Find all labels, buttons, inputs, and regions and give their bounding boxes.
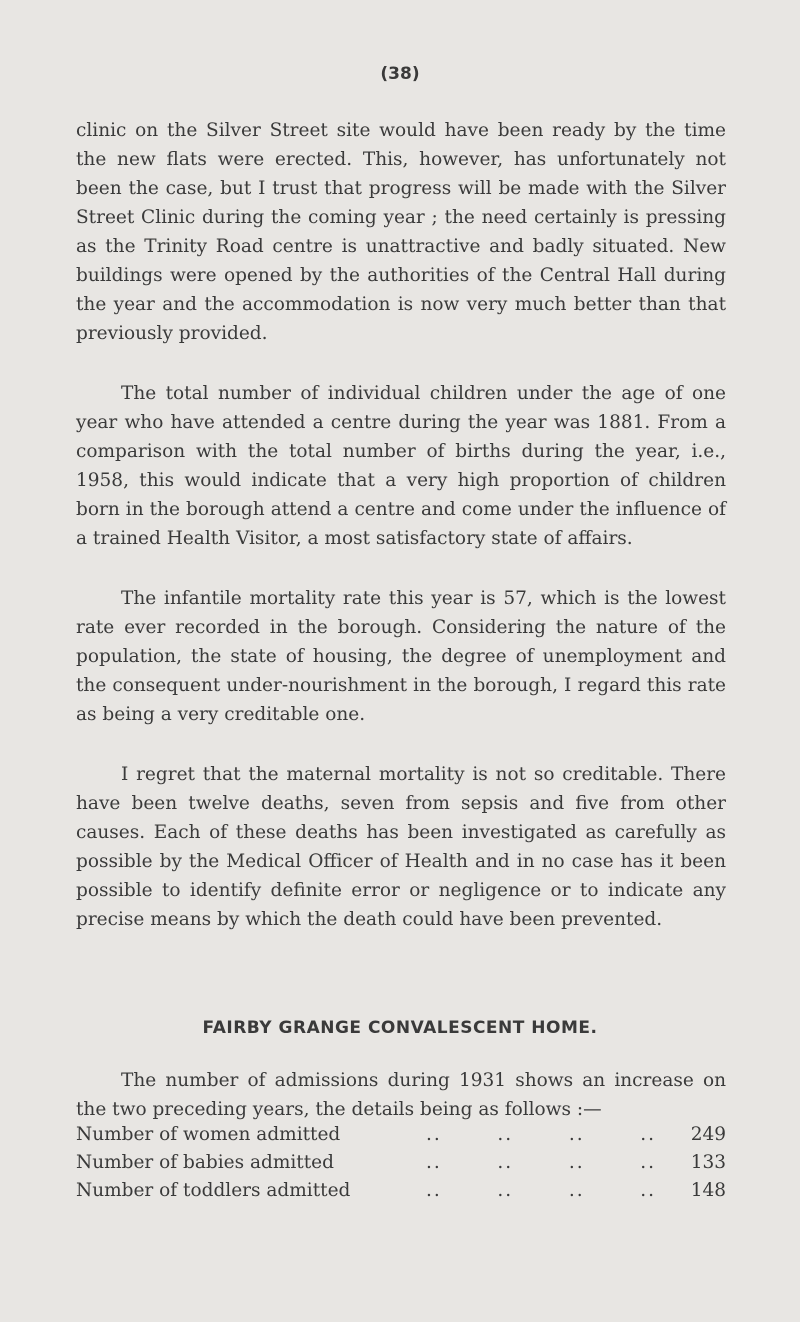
table-row [76,1148,726,1176]
dot-leader: .. .. .. .. [426,1151,656,1173]
paragraph-3: The infantile mortality rate this year is 57, which is the lowest rate ever recorded in the borough. Considering the nature of the population, the state of housing, the degree of unemployment and the consequent under-nourishment in the borough, I regard this rate as being a very creditable one. [76,588,726,725]
section-intro: The number of admissions during 1931 shows an increase on the two preceding years, the details being as follows :— [76,1070,726,1120]
row-value: 249 [690,1123,726,1145]
row-label: Number of babies admitted [76,1151,334,1173]
row-value: 133 [690,1151,726,1173]
dot-leader: .. .. .. .. [426,1123,656,1145]
row-label: Number of women admitted [76,1123,341,1145]
row-label: Number of toddlers admitted [76,1179,351,1201]
paragraph-4: I regret that the maternal mortality is not so creditable. There have been twelve deaths, seven from sepsis and five from other causes. Each of these deaths has been investigated as carefully as possible by the Medical Officer of Health and in no case has it been possible to identify definite error or negligence or to indicate any precise means by which the death could have been prevented. [76,764,726,930]
table-row [76,1120,726,1148]
paragraph-2: The total number of individual children under the age of one year who have attended a centre during the year was 1881. From a comparison with the total number of births during the year, i.e., 1958, this would indicate that a very high proportion of children born in the borough attend a centre and come under the influence of a trained Health Visitor, a most satisfactory state of affairs. [76,383,726,549]
body-text [76,116,726,965]
dot-leader: .. .. .. .. [426,1179,656,1201]
page-number: (38) [380,64,420,84]
admissions-table [76,1120,726,1204]
row-value: 148 [690,1179,726,1201]
table-row [76,1176,726,1204]
paragraph-1: clinic on the Silver Street site would have been ready by the time the new flats were erected. This, however, has unfortunately not been the case, but I trust that progress will be made with the Silver Street Clinic during the coming year ; the need certainly is pressing as the Trinity Road centre is unattractive and badly situated. New buildings were opened by the authorities of the Central Hall during the year and the accommodation is now very much better than that previously provided. [76,120,726,344]
section-heading: FAIRBY GRANGE CONVALESCENT HOME. [202,1018,598,1038]
